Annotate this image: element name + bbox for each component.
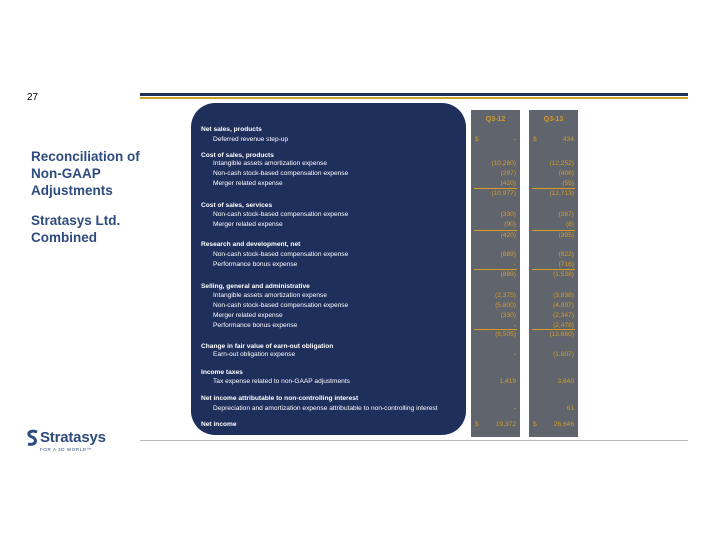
value-q3-13: (55) <box>562 180 574 187</box>
value-q3-12: - <box>513 405 516 412</box>
section-label: Change in fair value of earn-out obligation <box>201 343 334 350</box>
section-label: Net income attributable to non-controlling interest <box>201 395 359 402</box>
subtotal-underline <box>474 230 517 231</box>
slide-title: Reconciliation of Non-GAAP Adjustments <box>31 149 140 198</box>
table-row <box>0 250 714 260</box>
value-q3-12: (420) <box>500 232 516 239</box>
row-label: Depreciation and amortization expense attributable to non-controlling interest <box>213 405 438 412</box>
row-label: Merger related expense <box>213 312 283 319</box>
row-label: Performance bonus expense <box>213 322 298 329</box>
table-row <box>0 311 714 321</box>
table-row <box>0 169 714 179</box>
currency-symbol: $ <box>475 421 479 428</box>
row-label: Tax expense related to non-GAAP adjustments <box>213 378 350 385</box>
column-header-q3-13: Q3-13 <box>543 116 564 123</box>
table-row <box>0 291 714 301</box>
subtotal-underline <box>474 188 517 189</box>
value-q3-13: (1,538) <box>553 271 574 278</box>
section-label: Net sales, products <box>201 126 262 133</box>
section-label: Selling, general and administrative <box>201 283 310 290</box>
value-q3-13: (12,713) <box>549 190 574 197</box>
row-label: Non-cash stock-based compensation expense <box>213 170 349 177</box>
table-row <box>0 260 714 270</box>
value-q3-12: - <box>513 261 516 268</box>
subtotal-underline <box>532 269 575 270</box>
value-q3-13: (822) <box>558 251 574 258</box>
table-row <box>0 179 714 189</box>
subtotal-underline <box>532 230 575 231</box>
currency-symbol: $ <box>533 136 537 143</box>
value-q3-12: 19,372 <box>495 421 516 428</box>
value-q3-12: (90) <box>504 221 516 228</box>
value-q3-12: (297) <box>500 170 516 177</box>
value-q3-12: (889) <box>500 251 516 258</box>
table-row <box>0 404 714 414</box>
section-label: Cost of sales, products <box>201 152 274 159</box>
value-q3-13: (395) <box>558 232 574 239</box>
section-row <box>0 394 714 404</box>
table-row <box>0 210 714 220</box>
value-q3-12: - <box>513 351 516 358</box>
row-label: Non-cash stock-based compensation expense <box>213 251 349 258</box>
value-q3-12: (330) <box>500 211 516 218</box>
value-q3-13: 3,640 <box>557 378 574 385</box>
value-q3-13: (387) <box>558 211 574 218</box>
section-row <box>0 125 714 135</box>
section-label: Cost of sales, services <box>201 202 273 209</box>
table-row <box>0 350 714 360</box>
row-label: Merger related expense <box>213 180 283 187</box>
value-q3-13: (2,478) <box>553 322 574 329</box>
currency-symbol: $ <box>475 136 479 143</box>
subtotal-row <box>0 189 714 199</box>
header-rule-gold <box>140 97 688 99</box>
value-q3-12: (5,800) <box>495 302 516 309</box>
row-label: Performance bonus expense <box>213 261 298 268</box>
value-q3-13: (12,252) <box>549 160 574 167</box>
value-q3-13: 434 <box>562 136 574 143</box>
value-q3-12: (10,260) <box>491 160 516 167</box>
logo-wordmark: Stratasys <box>40 429 106 446</box>
subtotal-underline <box>532 329 575 330</box>
section-label: Income taxes <box>201 369 243 376</box>
row-label: Earn-out obligation expense <box>213 351 296 358</box>
subtotal-row <box>0 330 714 340</box>
logo-tagline: FOR A 3D WORLD™ <box>40 447 92 452</box>
table-row <box>0 159 714 169</box>
table-row <box>0 135 714 145</box>
section-row <box>0 240 714 250</box>
value-q3-12: 1,419 <box>499 378 516 385</box>
section-row <box>0 420 714 430</box>
subtotal-underline <box>474 329 517 330</box>
value-q3-13: (8) <box>565 221 574 228</box>
value-q3-12: (8,505) <box>495 331 516 338</box>
section-label: Research and development, net <box>201 241 301 248</box>
row-label: Intangible assets amortization expense <box>213 160 327 167</box>
value-q3-12: (330) <box>500 312 516 319</box>
value-q3-12: (889) <box>500 271 516 278</box>
stratasys-logo-icon <box>26 429 39 447</box>
subtotal-underline <box>474 269 517 270</box>
row-label: Merger related expense <box>213 221 283 228</box>
row-label: Intangible assets amortization expense <box>213 292 327 299</box>
page-number: 27 <box>27 92 39 103</box>
value-q3-12: - <box>513 136 516 143</box>
row-label: Deferred revenue step-up <box>213 136 289 143</box>
value-q3-13: (4,997) <box>553 302 574 309</box>
value-q3-13: (3,838) <box>553 292 574 299</box>
footer-rule <box>140 440 688 441</box>
company-logo <box>26 427 126 457</box>
value-q3-13: (13,660) <box>549 331 574 338</box>
value-q3-12: - <box>513 322 516 329</box>
value-q3-12: (2,375) <box>495 292 516 299</box>
row-label: Non-cash stock-based compensation expense <box>213 211 349 218</box>
value-q3-13: (1,607) <box>553 351 574 358</box>
subtotal-underline <box>532 188 575 189</box>
value-q3-13: 61 <box>566 405 574 412</box>
slide-subtitle: Stratasys Ltd. Combined <box>31 213 121 245</box>
value-q3-13: 26,646 <box>553 421 574 428</box>
currency-symbol: $ <box>533 421 537 428</box>
value-q3-12: (420) <box>500 180 516 187</box>
value-q3-12: (10,977) <box>491 190 516 197</box>
value-q3-13: (406) <box>558 170 574 177</box>
column-header-q3-12: Q3-12 <box>485 116 506 123</box>
table-row <box>0 377 714 387</box>
value-q3-13: (2,347) <box>553 312 574 319</box>
subtotal-row <box>0 270 714 280</box>
table-row <box>0 220 714 230</box>
section-label: Net income <box>201 421 237 428</box>
row-label: Non-cash stock-based compensation expense <box>213 302 349 309</box>
table-row <box>0 301 714 311</box>
header-rule-navy <box>140 93 688 96</box>
value-q3-13: (716) <box>558 261 574 268</box>
